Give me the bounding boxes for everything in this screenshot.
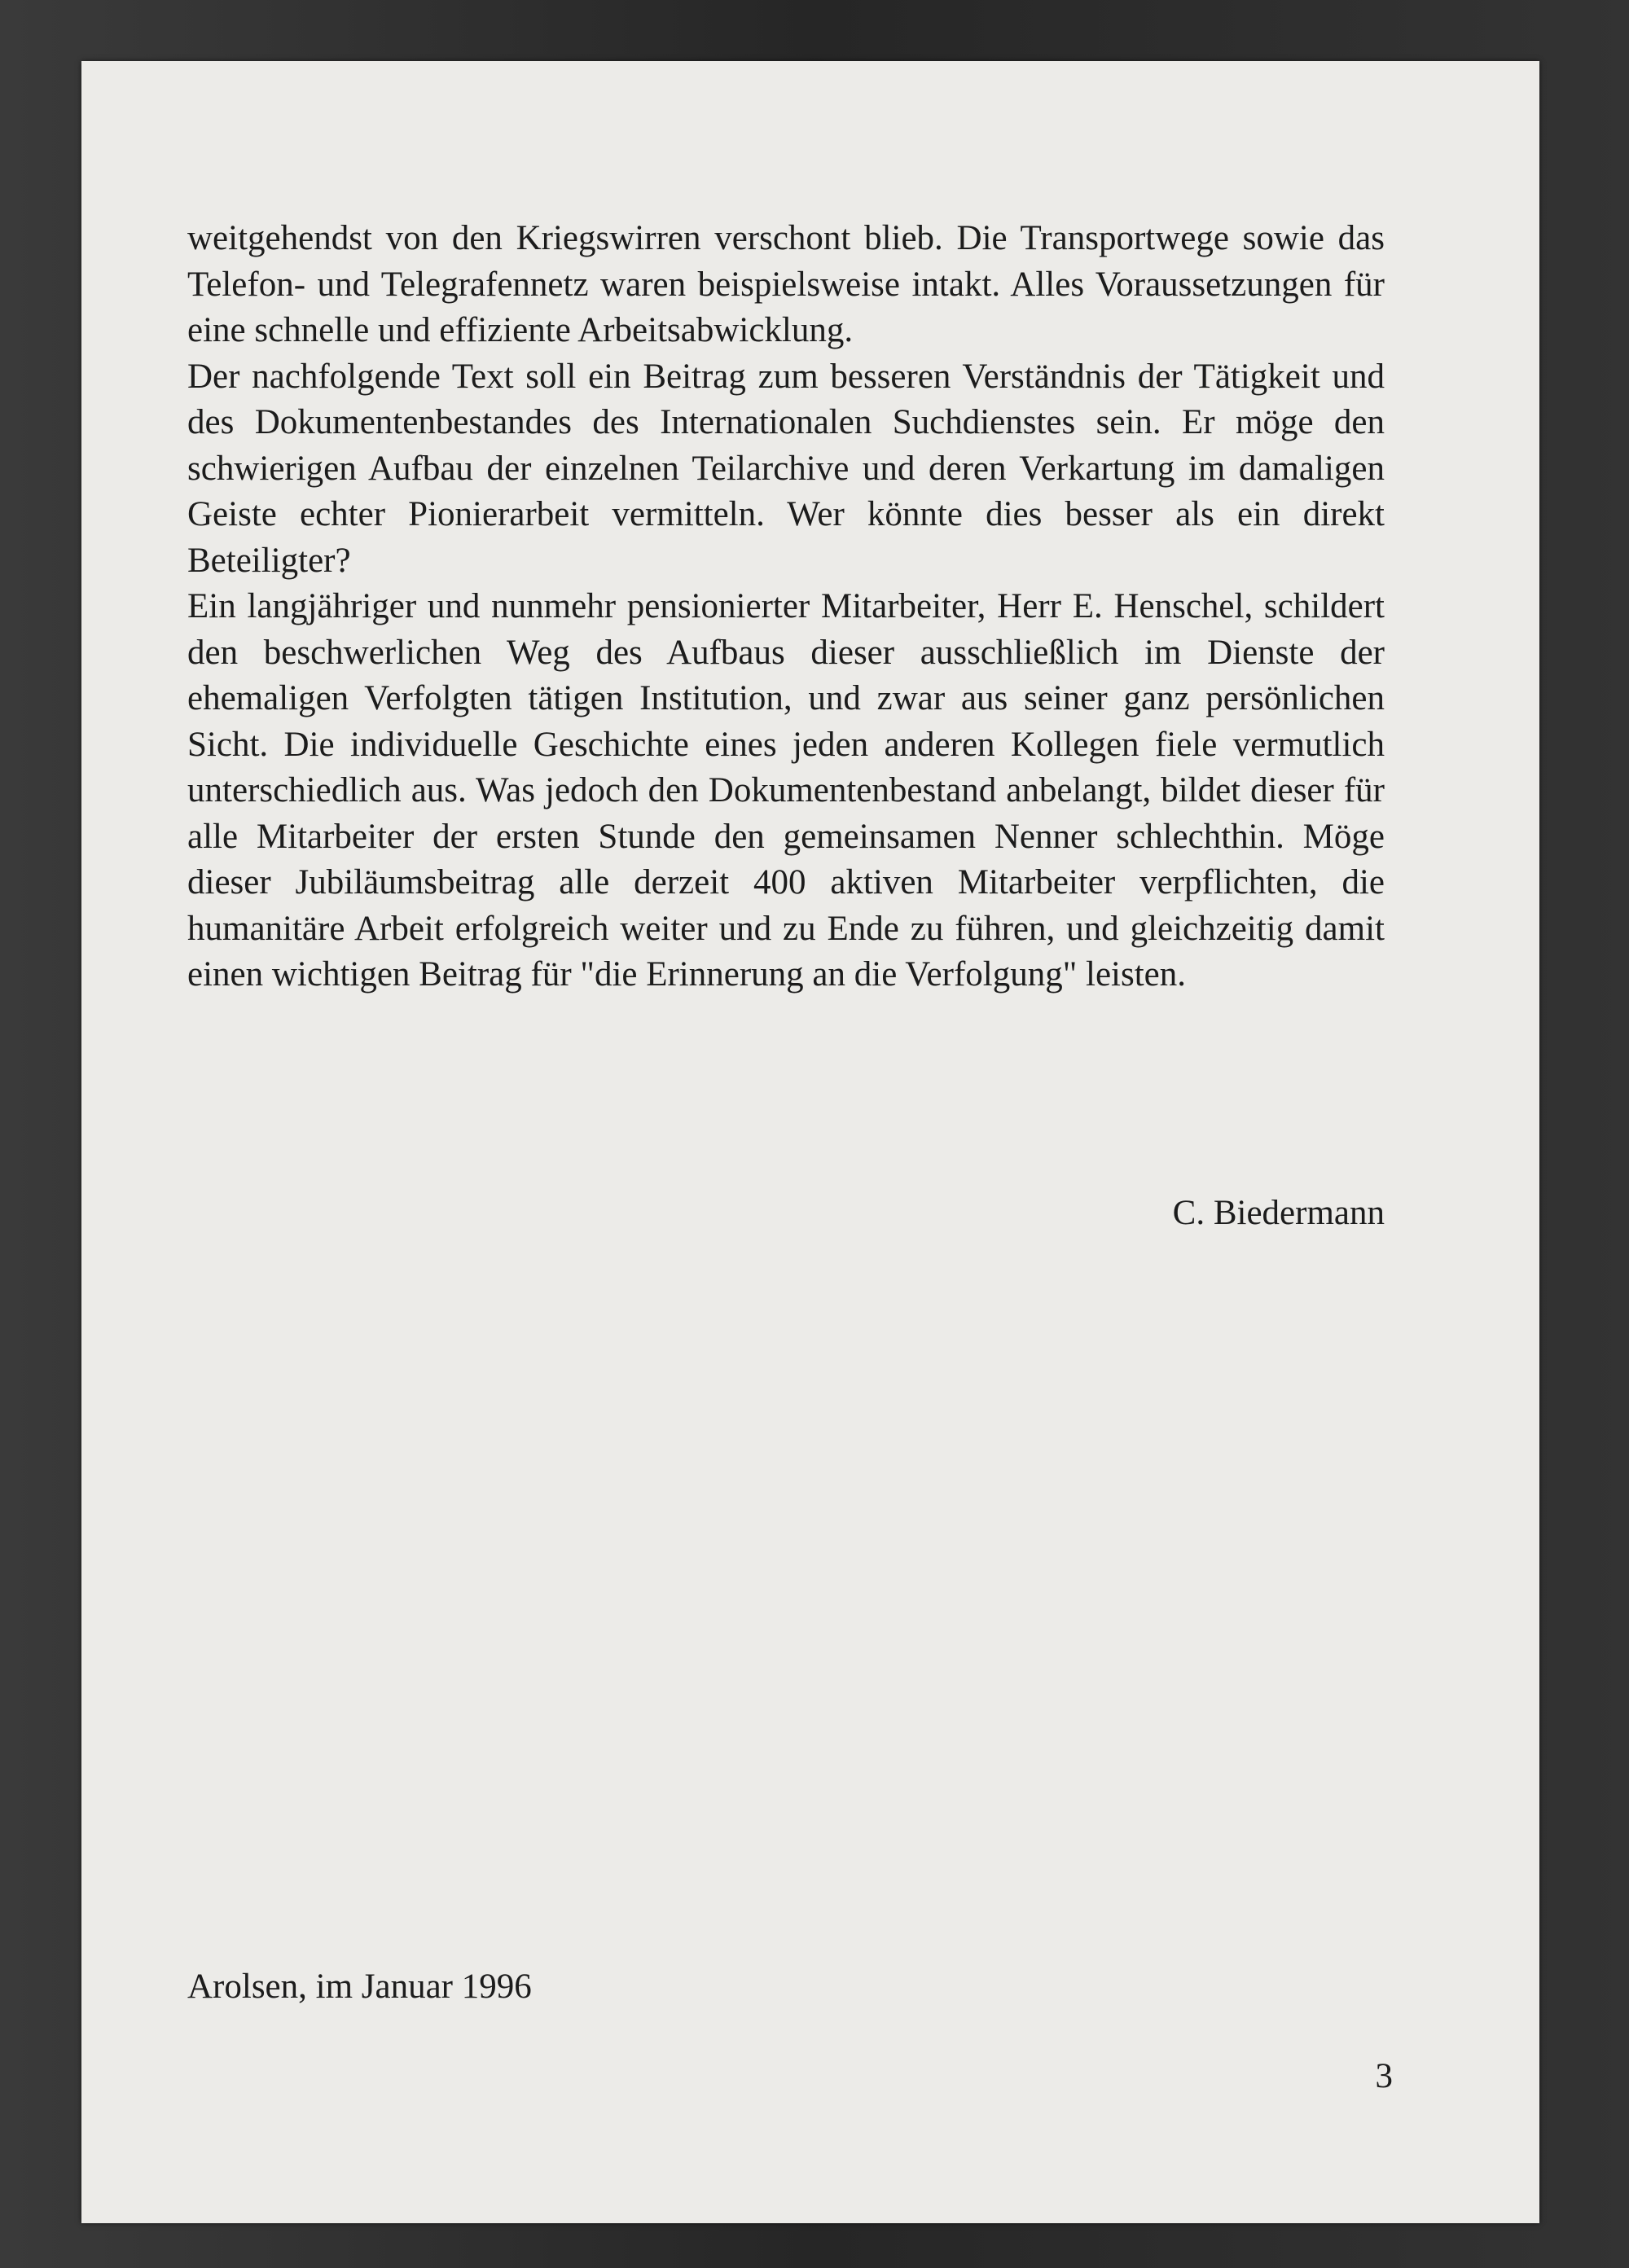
body-text [187, 216, 1385, 998]
page-number: 3 [1375, 2057, 1393, 2095]
signature: C. Biedermann [1172, 1194, 1385, 1232]
paragraph-1: weitgehendst von den Kriegswirren verschont blieb. Die Transportwege sowie das Telefon- und Telegrafennetz waren beispielsweise intakt. Alles Voraussetzungen für eine schnelle und effiziente Arbeitsabwicklung. [187, 219, 1385, 349]
place-and-date: Arolsen, im Januar 1996 [187, 1968, 532, 2006]
paragraph-3: Ein langjähriger und nunmehr pensionierter Mitarbeiter, Herr E. Henschel, schildert den beschwerlichen Weg des Aufbaus dieser ausschließlich im Dienste der ehemaligen Verfolgten tätigen Institution, und zwar aus seiner ganz persönlichen Sicht. Die individuelle Geschichte eines jeden anderen Kollegen fiele vermutlich unterschiedlich aus. Was jedoch den Dokumentenbestand anbelangt, bildet dieser für alle Mitarbeiter der ersten Stunde den gemeinsamen Nenner schlechthin. Möge dieser Jubiläumsbeitrag alle derzeit 400 aktiven Mitarbeiter verpflichten, die humanitäre Arbeit erfolgreich weiter und zu Ende zu führen, und gleichzeitig damit einen wichtigen Beitrag für "die Erinnerung an die Verfolgung" leisten. [187, 587, 1385, 994]
paragraph-2: Der nachfolgende Text soll ein Beitrag zum besseren Verständnis der Tätigkeit und des Dokumentenbestandes des Internationalen Suchdienstes sein. Er möge den schwierigen Aufbau der einzelnen Teilarchive und deren Verkartung im damaligen Geiste echter Pionierarbeit vermitteln. Wer könnte dies besser als ein direkt Beteiligter? [187, 357, 1385, 580]
